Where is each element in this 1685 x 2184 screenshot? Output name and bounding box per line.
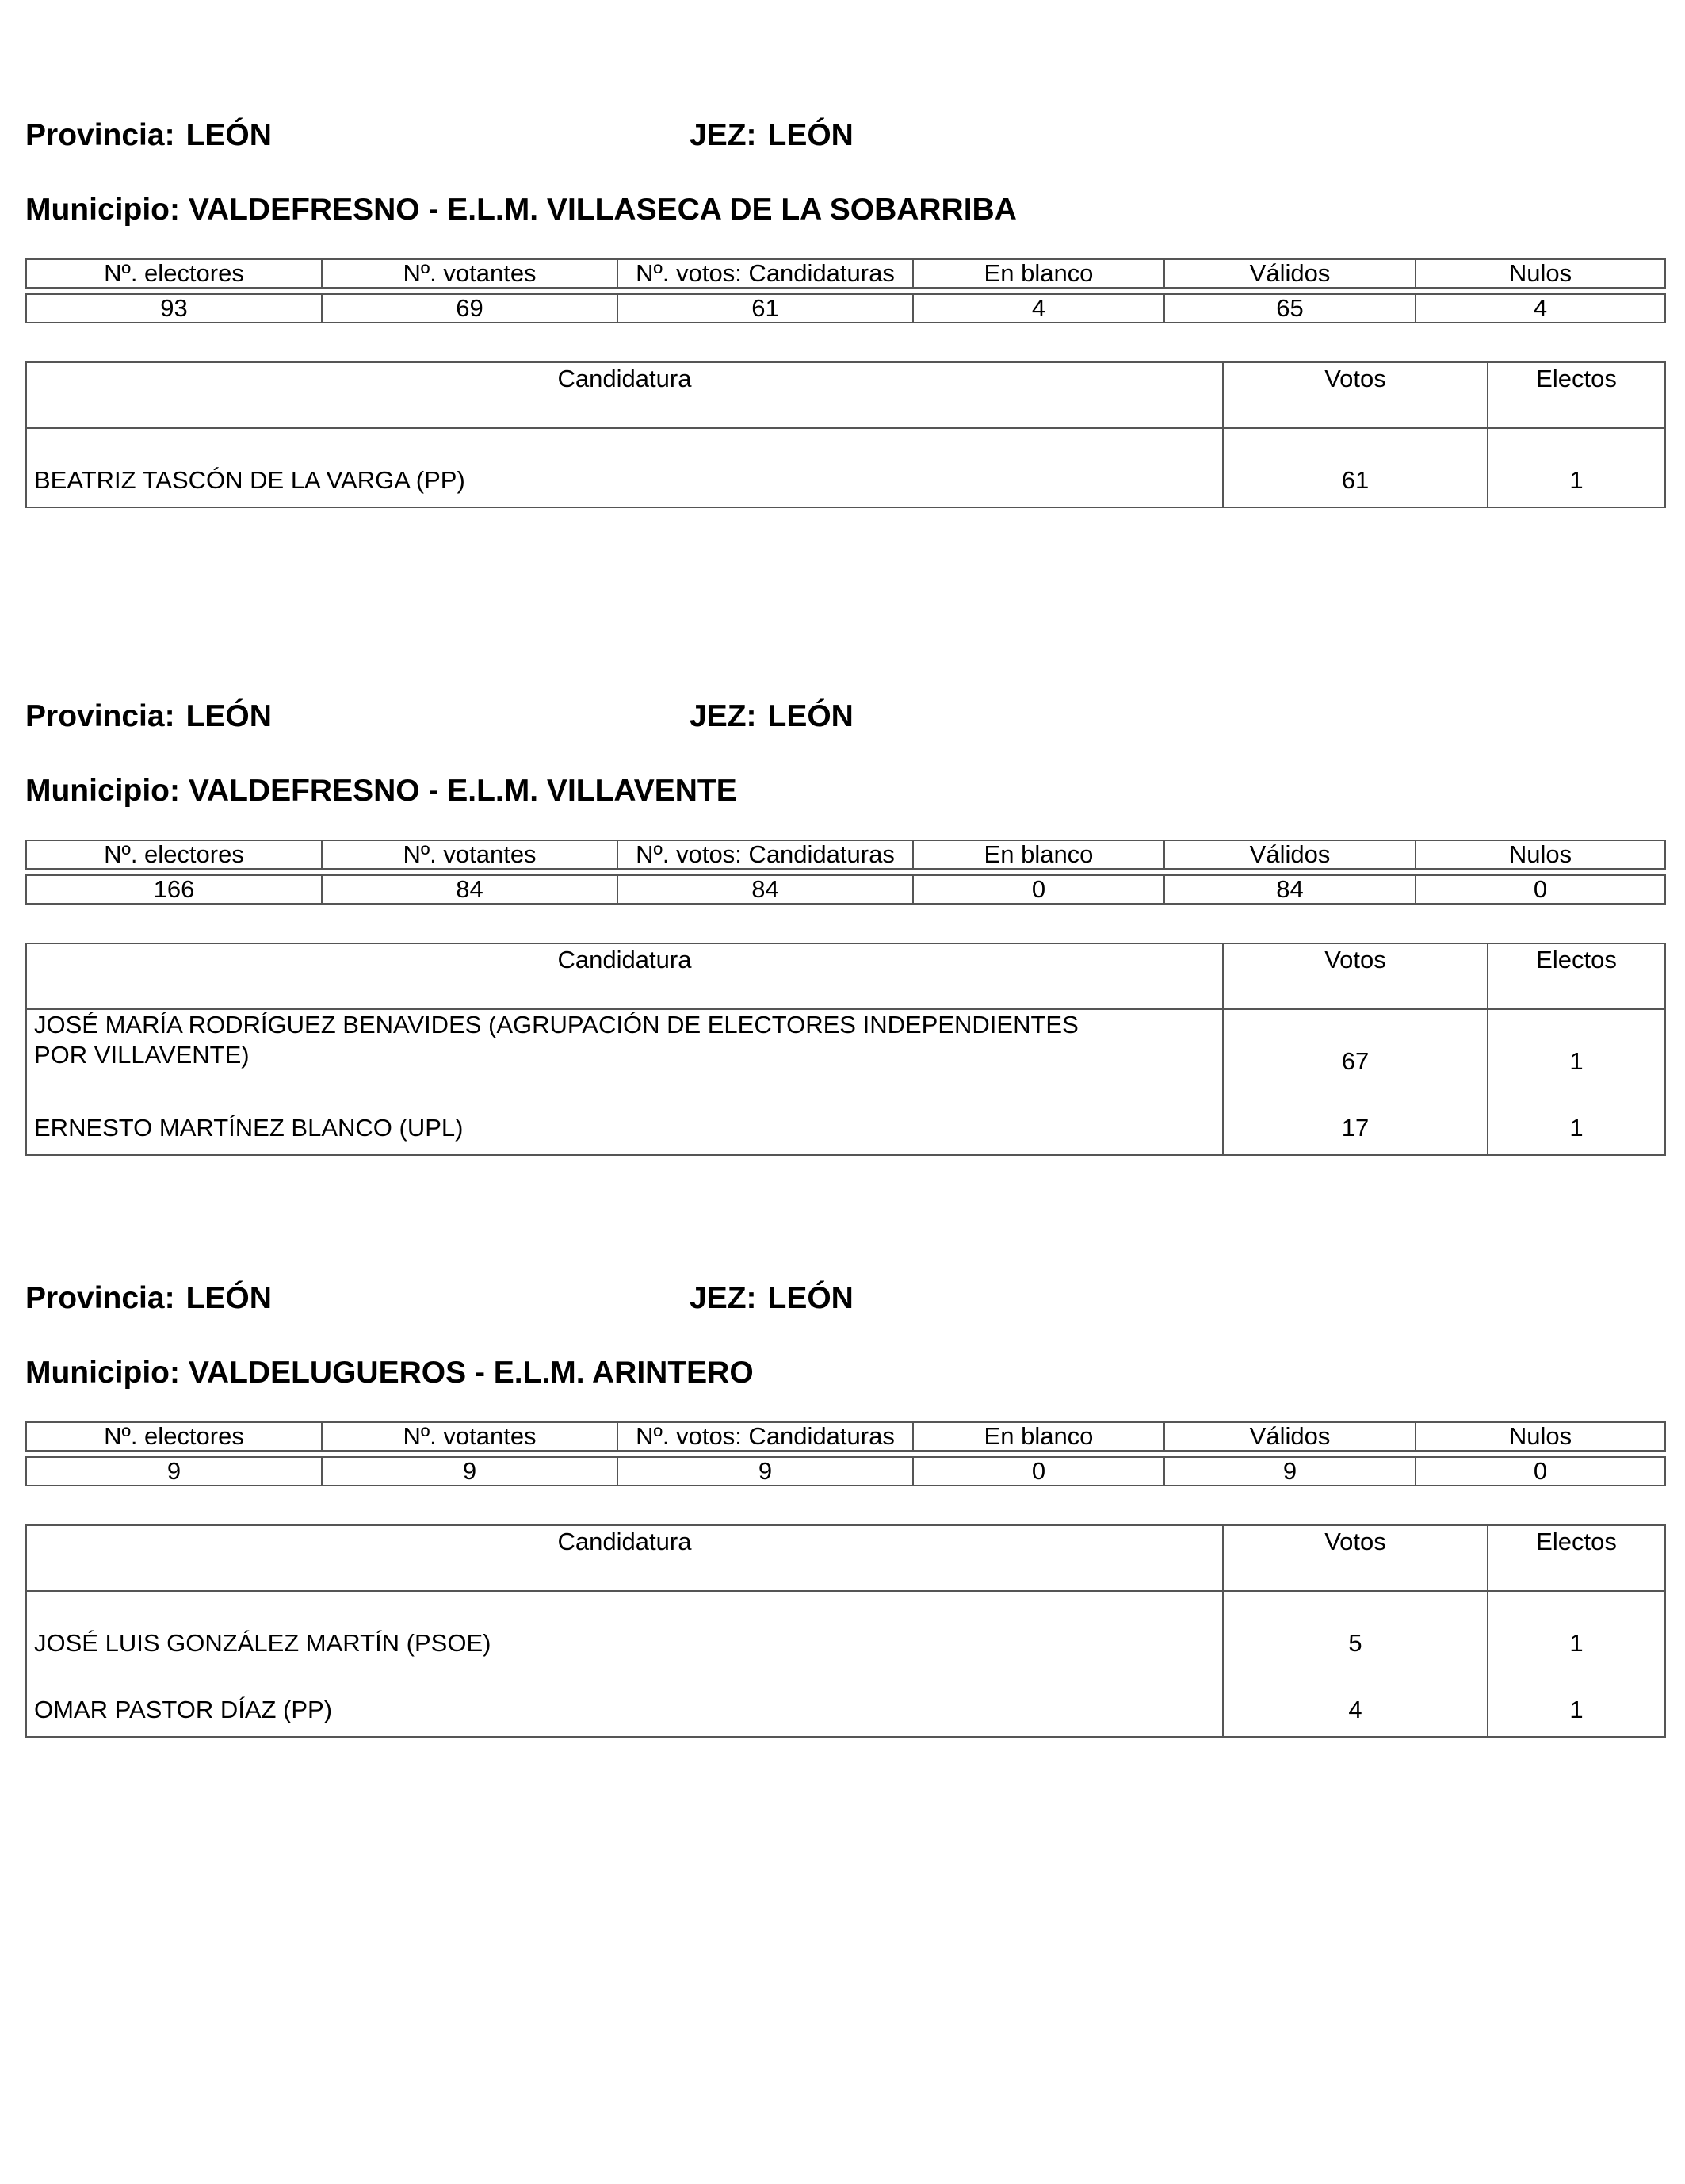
header-line: [25, 1279, 1666, 1318]
candidate-name: OMAR PASTOR DÍAZ (PP): [26, 1670, 1223, 1737]
candidate-name-line1: JOSÉ MARÍA RODRÍGUEZ BENAVIDES (AGRUPACIÓN DE ELECTORES INDEPENDIENTES: [34, 1011, 1079, 1038]
candidatura-header: Candidatura: [26, 1525, 1223, 1591]
votos-header: Votos: [1223, 362, 1488, 428]
votos-candidaturas-header: Nº. votos: Candidaturas: [617, 840, 913, 869]
en-blanco-value: 4: [913, 294, 1164, 323]
stats-header-row: [26, 259, 1665, 288]
votantes-value: 84: [322, 875, 617, 904]
municipio-line: [25, 190, 1666, 230]
section-arintero: [25, 1279, 1666, 1738]
candidate-name-line2: POR VILLAVENTE): [34, 1041, 250, 1069]
provincia-label: Provincia:: [25, 699, 175, 733]
votos-header: Votos: [1223, 1525, 1488, 1591]
candidate-row: [26, 1009, 1665, 1088]
candidate-name: BEATRIZ TASCÓN DE LA VARGA (PP): [26, 428, 1223, 507]
municipio-line: [25, 1353, 1666, 1393]
validos-header: Válidos: [1164, 840, 1416, 869]
nulos-value: 0: [1416, 1457, 1665, 1486]
candidates-header-row: [26, 943, 1665, 1009]
candidate-votos: 67: [1223, 1009, 1488, 1088]
section-villavente: [25, 697, 1666, 1156]
votos-candidaturas-value: 61: [617, 294, 913, 323]
municipio-value: VALDEFRESNO - E.L.M. VILLASECA DE LA SOBARRIBA: [188, 193, 1017, 227]
stats-gap: [26, 869, 1665, 875]
validos-header: Válidos: [1164, 1422, 1416, 1451]
provincia-label: Provincia:: [25, 1281, 175, 1315]
candidate-votos: 61: [1223, 428, 1488, 507]
candidate-row: [26, 1591, 1665, 1670]
stats-value-row: [26, 294, 1665, 323]
municipio-label: Municipio:: [25, 1356, 180, 1390]
jez-value: LEÓN: [767, 1281, 854, 1315]
nulos-value: 0: [1416, 875, 1665, 904]
stats-gap: [26, 288, 1665, 294]
jez-group: [690, 116, 854, 155]
candidate-name: ERNESTO MARTÍNEZ BLANCO (UPL): [26, 1088, 1223, 1155]
validos-value: 65: [1164, 294, 1416, 323]
stats-table: [25, 1421, 1666, 1486]
stats-table: [25, 840, 1666, 905]
electos-header: Electos: [1488, 362, 1665, 428]
provincia-value: LEÓN: [185, 699, 272, 733]
votantes-header: Nº. votantes: [322, 840, 617, 869]
candidate-electos: 1: [1488, 428, 1665, 507]
votantes-value: 69: [322, 294, 617, 323]
electores-value: 93: [26, 294, 322, 323]
candidate-name: JOSÉ LUIS GONZÁLEZ MARTÍN (PSOE): [26, 1591, 1223, 1670]
candidate-row: [26, 428, 1665, 507]
candidate-row: [26, 1670, 1665, 1737]
validos-value: 9: [1164, 1457, 1416, 1486]
candidates-header-row: [26, 362, 1665, 428]
municipio-value: VALDEFRESNO - E.L.M. VILLAVENTE: [188, 774, 737, 808]
candidate-row: [26, 1088, 1665, 1155]
stats-value-row: [26, 1457, 1665, 1486]
candidate-electos: 1: [1488, 1088, 1665, 1155]
electores-header: Nº. electores: [26, 259, 322, 288]
stats-header-row: [26, 1422, 1665, 1451]
municipio-label: Municipio:: [25, 774, 180, 808]
provincia-value: LEÓN: [185, 1281, 272, 1315]
jez-value: LEÓN: [767, 118, 854, 152]
votantes-header: Nº. votantes: [322, 1422, 617, 1451]
municipio-line: [25, 771, 1666, 811]
validos-header: Válidos: [1164, 259, 1416, 288]
en-blanco-value: 0: [913, 875, 1164, 904]
votantes-header: Nº. votantes: [322, 259, 617, 288]
stats-header-row: [26, 840, 1665, 869]
candidates-table: [25, 1524, 1666, 1738]
validos-value: 84: [1164, 875, 1416, 904]
candidate-votos: 17: [1223, 1088, 1488, 1155]
jez-value: LEÓN: [767, 699, 854, 733]
candidatura-header: Candidatura: [26, 943, 1223, 1009]
electos-header: Electos: [1488, 1525, 1665, 1591]
votos-header: Votos: [1223, 943, 1488, 1009]
electores-value: 166: [26, 875, 322, 904]
municipio-label: Municipio:: [25, 193, 180, 227]
candidatura-header: Candidatura: [26, 362, 1223, 428]
jez-group: [690, 697, 854, 736]
nulos-header: Nulos: [1416, 1422, 1665, 1451]
jez-label: JEZ:: [690, 1281, 757, 1315]
candidates-table: [25, 361, 1666, 508]
en-blanco-header: En blanco: [913, 259, 1164, 288]
en-blanco-header: En blanco: [913, 840, 1164, 869]
stats-gap: [26, 1451, 1665, 1457]
nulos-value: 4: [1416, 294, 1665, 323]
votantes-value: 9: [322, 1457, 617, 1486]
candidates-table: [25, 943, 1666, 1156]
jez-label: JEZ:: [690, 699, 757, 733]
electores-header: Nº. electores: [26, 840, 322, 869]
candidate-electos: 1: [1488, 1670, 1665, 1737]
jez-label: JEZ:: [690, 118, 757, 152]
candidate-votos: 5: [1223, 1591, 1488, 1670]
stats-table: [25, 258, 1666, 323]
stats-value-row: [26, 875, 1665, 904]
jez-group: [690, 1279, 854, 1318]
votos-candidaturas-header: Nº. votos: Candidaturas: [617, 1422, 913, 1451]
provincia-value: LEÓN: [185, 118, 272, 152]
header-line: [25, 697, 1666, 736]
municipio-value: VALDELUGUEROS - E.L.M. ARINTERO: [188, 1356, 754, 1390]
votos-candidaturas-value: 84: [617, 875, 913, 904]
header-line: [25, 116, 1666, 155]
candidates-header-row: [26, 1525, 1665, 1591]
electos-header: Electos: [1488, 943, 1665, 1009]
electores-value: 9: [26, 1457, 322, 1486]
candidate-electos: 1: [1488, 1009, 1665, 1088]
en-blanco-header: En blanco: [913, 1422, 1164, 1451]
provincia-label: Provincia:: [25, 118, 175, 152]
electores-header: Nº. electores: [26, 1422, 322, 1451]
candidate-name: [26, 1009, 1223, 1088]
nulos-header: Nulos: [1416, 259, 1665, 288]
section-villaseca: [25, 116, 1666, 508]
nulos-header: Nulos: [1416, 840, 1665, 869]
votos-candidaturas-header: Nº. votos: Candidaturas: [617, 259, 913, 288]
votos-candidaturas-value: 9: [617, 1457, 913, 1486]
candidate-votos: 4: [1223, 1670, 1488, 1737]
candidate-electos: 1: [1488, 1591, 1665, 1670]
en-blanco-value: 0: [913, 1457, 1164, 1486]
